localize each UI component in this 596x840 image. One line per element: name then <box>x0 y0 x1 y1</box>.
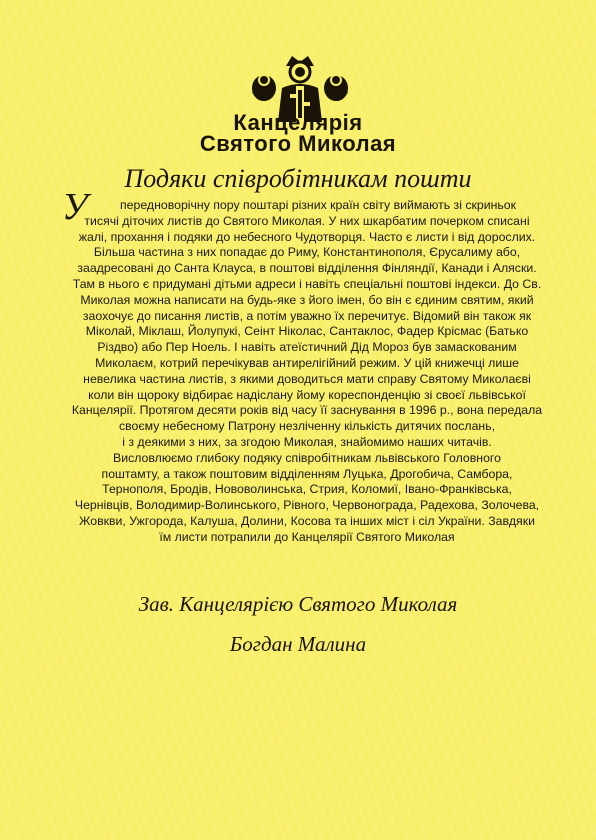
document-title: Подяки співробітникам пошти <box>124 164 472 193</box>
body-line: Різдво) або Пер Ноель. І навіть атеїстичний Дід Мороз був замаскованим <box>97 340 517 355</box>
body-line: Чернівців, Володимир-Волинського, Рівного, Червонограда, Радехова, Золочева, <box>74 498 540 513</box>
body-line: коли він щороку відбирає надісланy йому кореспонденцію зі своєї львівської <box>88 387 526 402</box>
body-line: заадресовані до Санта Клауса, в поштові відділення Фінляндії, Канади і Аляски. <box>77 261 537 276</box>
body-line: своєму небесному Патрону незліченну кількість дитячих послань, <box>118 419 496 434</box>
org-name-line2: Святого Миколая <box>199 131 397 156</box>
body-line: Канцелярії. Протягом десяти років від часу її заснування в 1996 р., вона передала <box>71 403 543 418</box>
body-line: їм листи потрапили до Канцелярії Святого Миколая <box>159 529 455 544</box>
body-line: Міколай, Міклаш, Йолупукі, Сеінт Ніколас, Сантаклос, Фадер Крісмас (Батько <box>85 324 529 339</box>
body-line: невелика частина листів, з якими доводиться мати справу Святому Миколаєві <box>83 371 531 386</box>
body-line: Миколаєм, котрий перечікував антирелігійний режим. У цій книжечці лише <box>95 355 519 370</box>
body-line: Висловлюємо глибоку подяку співробітникам львівського Головного <box>113 450 501 465</box>
body-line: Жовкви, Ужгорода, Калуша, Долини, Косова та інших міст і сіл України. Завдяки <box>79 513 535 528</box>
body-line: заохочує до писання листів, а потім уважно їх перечитує. Відомий він також як <box>82 308 532 323</box>
body-line: і з деякими з них, за згодою Миколая, знайомимо наших читачів. <box>122 434 492 449</box>
body-line: тисячі діточих листів до Святого Миколая. У них шкарбатим почерком списані <box>84 213 530 228</box>
body-line: Миколая можна написати на будь-яке з його імен, бо він є єдиним святим, який <box>80 292 534 307</box>
body-line: Більша частина з них попадає до Риму, Константинополя, Єрусалиму або, <box>93 245 521 260</box>
drop-cap: У <box>62 186 88 228</box>
signature-name: Богдан Малина <box>229 632 367 656</box>
org-name-line1: Канцелярія <box>233 110 363 135</box>
body-line: передноворічну пору поштарі різних країн світу виймають зі скриньок <box>120 198 516 212</box>
body-line: Тернополя, Бродів, Нововолинська, Стрия, Коломиї, Івано-Франківська, <box>102 482 512 497</box>
signature-position: Зав. Канцелярією Святого Миколая <box>138 592 458 616</box>
body-line: Там в нього є придумані дітьми адреси і навіть спеціальні поштові індекси. До Св. <box>72 276 542 291</box>
body-line: поштамту, а також поштовим відділенням Луцька, Дрогобича, Самбора, <box>101 466 513 481</box>
body-text <box>62 198 552 546</box>
body-line: жалі, прохання і подяки до небесного Чудотворця. Часто є листи і від дорослих. <box>78 229 536 244</box>
